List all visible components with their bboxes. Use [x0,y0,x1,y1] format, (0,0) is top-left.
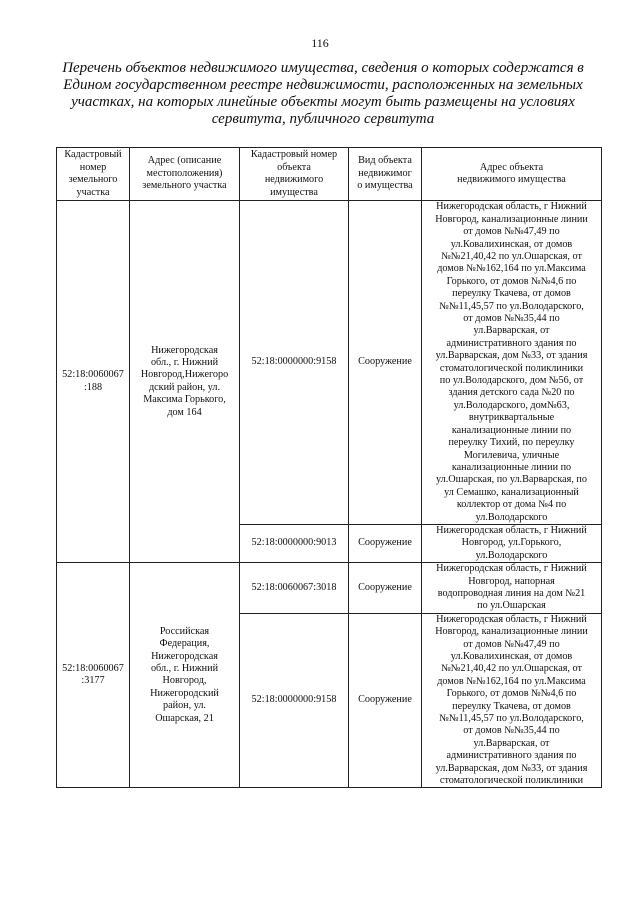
page-number: 116 [311,36,329,50]
object-cadastral-cell: 52:18:0000000:9013 [240,524,349,562]
header-land-address: Адрес (описание местоположения) земельного участка [130,148,240,201]
header-land-cadastral: Кадастровый номер земельного участка [57,148,130,201]
object-address-cell: Нижегородская область, г Нижний Новгород, канализационные линии от домов №№47,49 по ул.Ковалихинская, от домов №№21,40,42 по ул.Ошарская, от домов №№162,164 по ул.Максима Горького, от домов №№4,6 по переулку Ткачева, от домов №№11,45,57 по ул.Володарского, от домов №№35,44 по ул.Варварская, от административного здания по ул.Варварская, дом №33, от здания стоматологической поликлиники по ул.Володарского, дом №56, от здания детского сада №20 по ул.Володарского, дом№63, внутриквартальные канализационные линии по переулку Тихий, по переулку Могилевича, уличные канализационные линии по ул.Ошарская, по ул.Варварская, по ул Семашко, канализационный коллектор от дома №4 по ул.Володарского [422,201,602,525]
object-type-cell: Сооружение [349,563,422,614]
object-cadastral-cell: 52:18:0000000:9158 [240,201,349,525]
object-address-cell: Нижегородская область, г Нижний Новгород, ул.Горького, ул.Володарского [422,524,602,562]
table-row [57,201,602,525]
land-cadastral-cell: 52:18:0060067 :3177 [57,563,130,788]
header-object-type: Вид объекта недвижимог о имущества [349,148,422,201]
object-address-cell: Нижегородская область, г Нижний Новгород, напорная водопроводная линия на дом №21 по ул.Ошарская [422,563,602,614]
object-cadastral-cell: 52:18:0060067:3018 [240,563,349,614]
land-cadastral-cell: 52:18:0060067 :188 [57,201,130,563]
object-type-cell: Сооружение [349,201,422,525]
table-row [57,563,602,614]
object-cadastral-cell: 52:18:0000000:9158 [240,613,349,788]
table-header-row [57,148,602,201]
object-type-cell: Сооружение [349,613,422,788]
land-address-cell: Российская Федерация, Нижегородская обл., г. Нижний Новгород, Нижегородский район, ул. Ошарская, 21 [130,563,240,788]
header-object-cadastral: Кадастровый номер объекта недвижимого имущества [240,148,349,201]
land-address-cell: Нижегородская обл., г. Нижний Новгород,Нижегоро дский район, ул. Максима Горького, дом 164 [130,201,240,563]
header-object-address: Адрес объекта недвижимого имущества [422,148,602,201]
document-title: Перечень объектов недвижимого имущества, сведения о которых содержатся в Едином государственном реестре недвижимости, расположенных на земельных участках, на которых линейные объекты могут быть размещены на условиях сервитута, публичного сервитута [62,60,584,127]
object-address-cell: Нижегородская область, г Нижний Новгород, канализационные линии от домов №№47,49 по ул.Ковалихинская, от домов №№21,40,42 по ул.Ошарская, от домов №№162,164 по ул.Максима Горького, от домов №№4,6 по переулку Ткачева, от домов №№11,45,57 по ул.Володарского, от домов №№35,44 по ул.Варварская, от административного здания по ул.Варварская, дом №33, от здания стоматологической поликлиники [422,613,602,788]
object-type-cell: Сооружение [349,524,422,562]
property-table [56,147,602,788]
